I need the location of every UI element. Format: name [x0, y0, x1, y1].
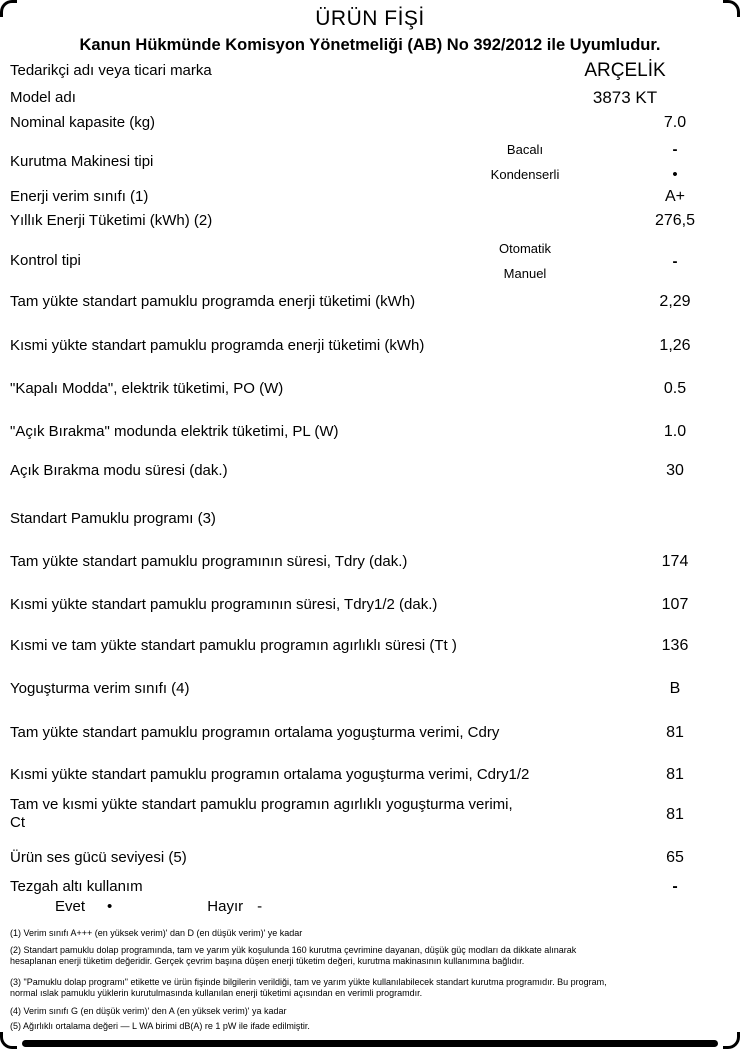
spec-value: A+	[664, 188, 685, 205]
spec-label	[10, 796, 620, 832]
spec-row	[10, 796, 730, 832]
spec-value: 1,26	[659, 337, 691, 354]
spec-row	[10, 379, 730, 398]
bottom-bar	[22, 1040, 718, 1047]
page-title: ÜRÜN FİŞİ	[315, 7, 425, 30]
spec-row	[10, 595, 730, 614]
footnote: (2) Standart pamuklu dolap programında, tam ve yarım yük koşulunda 160 kurutma çevrimine dayanan, düşük güç modları da dikkate alınarak hesaplanan enerji tüketim değeridir. Gerçek çevrim başına düşen enerji tüketim değeri, kurutma makinasının kullanımına bağlıdır.	[10, 945, 577, 966]
option-labels	[430, 236, 620, 286]
spec-value: 0.5	[663, 380, 687, 397]
option-value: -	[672, 141, 678, 158]
spec-label: Ürün ses gücü seviyesi (5)	[10, 848, 187, 866]
spec-row	[10, 510, 730, 528]
spec-row	[10, 422, 730, 441]
spec-value: B	[669, 680, 681, 697]
page-subtitle: Kanun Hükmünde Komisyon Yönetmeliği (AB) No 392/2012 ile Uyumludur.	[79, 36, 661, 54]
corner-mark-icon	[0, 1032, 17, 1049]
spec-value: 81	[666, 766, 684, 783]
spec-label: Kurutma Makinesi tipi	[10, 153, 154, 170]
spec-value: -	[672, 878, 678, 895]
option-values	[620, 137, 730, 187]
spec-row	[10, 137, 730, 187]
option-label: Otomatik	[498, 241, 551, 256]
footnote: (5) Ağırlıklı ortalama değeri — L WA birimi dB(A) re 1 pW ile ifade edilmiştir.	[10, 1021, 310, 1031]
spec-row	[10, 211, 730, 230]
spec-value: 3873 KT	[592, 88, 658, 107]
spec-value: ARÇELİK	[584, 60, 666, 81]
spec-label: Tam yükte standart pamuklu programının süresi, Tdry (dak.)	[10, 552, 408, 570]
spec-label: Tedarikçi adı veya ticari marka	[10, 61, 212, 79]
spec-value: 81	[666, 724, 684, 741]
spec-value: 107	[661, 596, 689, 613]
spec-label: Açık Bırakma modu süresi (dak.)	[10, 461, 228, 479]
spec-label-line: Tam ve kısmi yükte standart pamuklu programın agırlıklı yoguşturma verimi,	[10, 796, 513, 813]
spec-label: Kısmi yükte standart pamuklu programda enerji tüketimi (kWh)	[10, 336, 425, 354]
footnote: (3) "Pamuklu dolap programı" etikette ve ürün fişinde bilgilerin verildiği, tam ve yarım yükte kullanılabilecek standart kurutma programıdır. Bu program, normal ıslak pamuklu yüklerin kurutulmasında kullanılan enerji tüketimi açısından en verimli programdır.	[10, 977, 607, 998]
spec-row	[10, 877, 730, 896]
corner-mark-icon	[0, 0, 17, 17]
spec-label: "Açık Bırakma" modunda elektrik tüketimi, PL (W)	[10, 422, 339, 440]
spec-row	[10, 723, 730, 742]
spec-value: 81	[666, 805, 684, 823]
spec-label: Tam yükte standart pamuklu programda enerji tüketimi (kWh)	[10, 292, 416, 310]
spec-row	[10, 848, 730, 867]
spec-row	[10, 765, 730, 784]
option-labels	[430, 137, 620, 187]
footnotes	[10, 928, 610, 1032]
spec-row	[10, 61, 730, 80]
footnote: (4) Verim sınıfı G (en düşük verim)' den A (en yüksek verim)' ya kadar	[10, 1006, 287, 1016]
option-value: •	[672, 166, 678, 183]
option-label: Kondenserli	[490, 167, 560, 182]
option-value: -	[672, 252, 678, 270]
spec-label: Kısmi ve tam yükte standart pamuklu programın agırlıklı süresi (Tt )	[10, 636, 457, 654]
footnote: (1) Verim sınıfı A+++ (en yüksek verim)' dan D (en düşük verim)' ye kadar	[10, 928, 303, 938]
spec-row	[10, 679, 730, 698]
spec-value: 65	[666, 849, 684, 866]
spec-label: Yıllık Enerji Tüketimi (kWh) (2)	[10, 211, 213, 229]
spec-row	[10, 636, 730, 655]
spec-row	[10, 187, 730, 206]
spec-label: Tezgah altı kullanım	[10, 877, 143, 895]
spec-value: 1.0	[663, 423, 687, 440]
spec-label-line: Ct	[10, 814, 25, 831]
legend-yes-label: Evet	[55, 898, 86, 915]
spec-label: Standart Pamuklu programı (3)	[10, 510, 216, 527]
spec-row	[10, 236, 730, 286]
spec-value: 174	[661, 553, 689, 570]
spec-row	[10, 113, 730, 132]
spec-label: Nominal kapasite (kg)	[10, 113, 156, 131]
spec-label: Kısmi yükte standart pamuklu programın ortalama yoguşturma verimi, Cdry1/2	[10, 765, 530, 783]
spec-label: Enerji verim sınıfı (1)	[10, 187, 149, 205]
spec-label: Model adı	[10, 88, 76, 106]
spec-row	[10, 461, 730, 480]
option-values	[620, 249, 730, 274]
spec-row	[10, 88, 730, 107]
legend-no-symbol: -	[257, 898, 263, 915]
spec-row	[10, 292, 730, 311]
spec-label: Kontrol tipi	[10, 252, 81, 269]
spec-value: 136	[661, 637, 689, 654]
underbench-legend	[10, 898, 730, 916]
corner-mark-icon	[723, 1032, 740, 1049]
legend-yes-symbol: •	[107, 898, 113, 915]
spec-label: "Kapalı Modda", elektrik tüketimi, PO (W)	[10, 379, 284, 397]
spec-row	[10, 552, 730, 571]
option-label: Bacalı	[506, 142, 544, 157]
spec-row	[10, 336, 730, 355]
legend-no-label: Hayır	[207, 898, 244, 915]
spec-value: 276,5	[654, 212, 696, 229]
spec-value: 30	[666, 462, 684, 479]
option-label: Manuel	[503, 266, 547, 281]
spec-label: Kısmi yükte standart pamuklu programının süresi, Tdry1/2 (dak.)	[10, 595, 438, 613]
spec-value: 2,29	[659, 293, 691, 310]
spec-label: Yoguşturma verim sınıfı (4)	[10, 679, 190, 697]
spec-value: 7.0	[663, 114, 687, 131]
spec-table	[10, 61, 730, 896]
spec-label: Tam yükte standart pamuklu programın ortalama yoguşturma verimi, Cdry	[10, 723, 500, 741]
